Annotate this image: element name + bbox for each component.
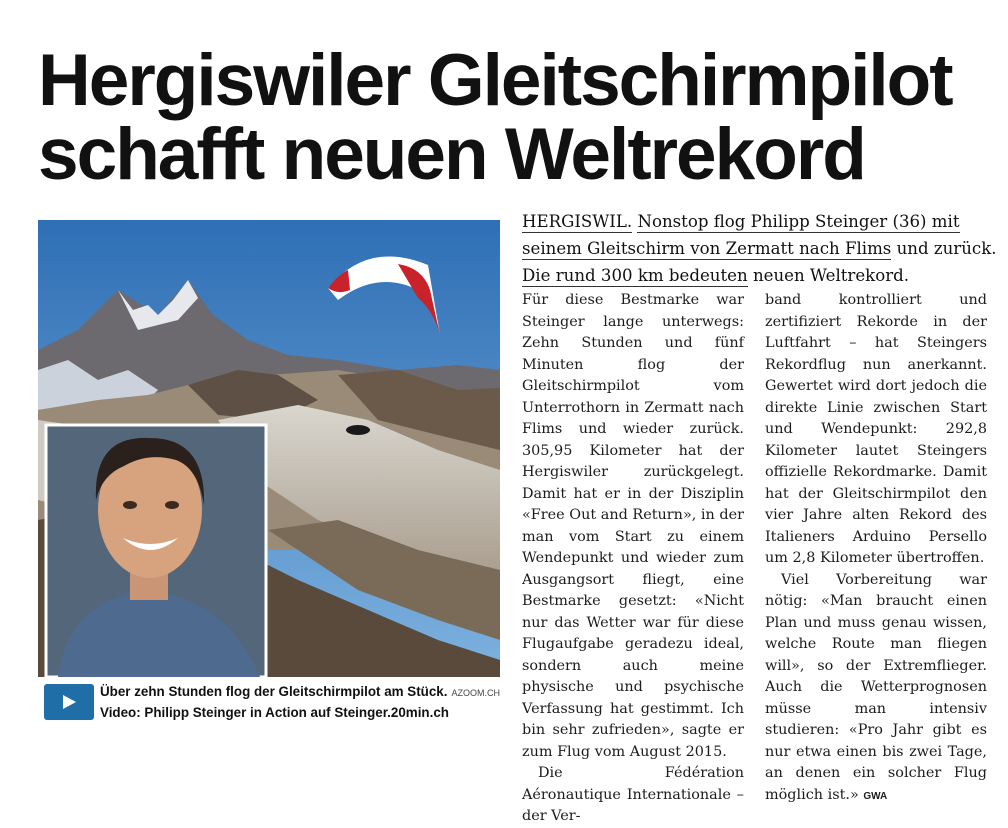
body-paragraph-last	[765, 570, 987, 808]
article-photo[interactable]	[38, 220, 500, 677]
photo-credit: AZOOM.CH	[451, 688, 500, 698]
lead-text-2: seinem Gleitschirm von Zermatt nach Flims	[522, 239, 892, 258]
body-paragraph: Die Fédération Aéronautique Internationale – der Ver-	[522, 765, 744, 824]
headline-line-1: Hergiswiler Gleitschirmpilot	[38, 40, 952, 121]
headline	[38, 40, 978, 195]
caption-video-link[interactable]: Video: Philipp Steinger in Action auf Steinger.20min.ch	[100, 705, 449, 720]
paraglider-mountain-photo	[38, 220, 500, 677]
lead-text-3: Die rund 300 km bedeuten	[522, 266, 748, 285]
headline-line-2: schafft neuen Weltrekord	[38, 114, 865, 195]
caption-text	[100, 682, 500, 722]
body-paragraph: band kontrolliert und zertifiziert Rekorde in der Luftfahrt – hat Steingers Rekordflug nun anerkannt. Gewertet wird dort jedoch die direkte Linie zwischen Start und Wendepunkt: 292,8 Kilometer lautet Steingers offizielle Rekordmarke. Damit hat der Gleitschirmpilot den vier Jahre alten Rekord des Italieners Arduino Persello um 2,8 Kilometer übertroffen.	[765, 292, 987, 566]
article-column-1	[522, 290, 744, 828]
lead-text-2-rest: und zurück.	[896, 239, 997, 258]
author-signature: GWA	[863, 790, 888, 802]
article-column-2	[765, 290, 987, 807]
article-lead	[522, 208, 997, 289]
dateline: HERGISWIL.	[522, 212, 633, 231]
lead-text-3-rest: neuen Weltrekord.	[752, 266, 910, 285]
play-icon	[61, 694, 77, 710]
body-paragraph-text: Viel Vorbereitung war nötig: «Man braucht einen Plan und muss genau wissen, welche Route man fliegen will», so der Extremflieger. Auch die Wetterprognosen müsse man intensiv studieren: «Pro Jahr gibt es nur etwa einen bis zwei Tage, an denen ein solcher Flug möglich ist.»	[765, 571, 987, 803]
body-paragraph: Für diese Bestmarke war Steinger lange unterwegs: Zehn Stunden und fünf Minuten flog der Gleitschirmpilot vom Unterrothorn in Zermatt nach Flims und wieder zurück. 305,95 Kilometer hat der Hergiswiler zurückgelegt. Damit hat er in der Disziplin «Free Out and Return», in der man vom Start zu einem Wendepunkt und wieder zum Ausgangsort fliegt, eine Bestmarke gesetzt: «Nicht nur das Wetter war für diese Flugaufgabe geradezu ideal, sondern auch meine physische und psychische Verfassung hat gestimmt. Ich bin sehr zufrieden», sagte er zum Flug vom August 2015.	[522, 292, 744, 760]
photo-caption	[38, 678, 500, 724]
lead-text-1: Nonstop flog Philipp Steinger (36) mit	[637, 212, 960, 231]
video-play-button[interactable]	[44, 684, 94, 720]
caption-line-1: Über zehn Stunden flog der Gleitschirmpilot am Stück.	[100, 684, 448, 699]
